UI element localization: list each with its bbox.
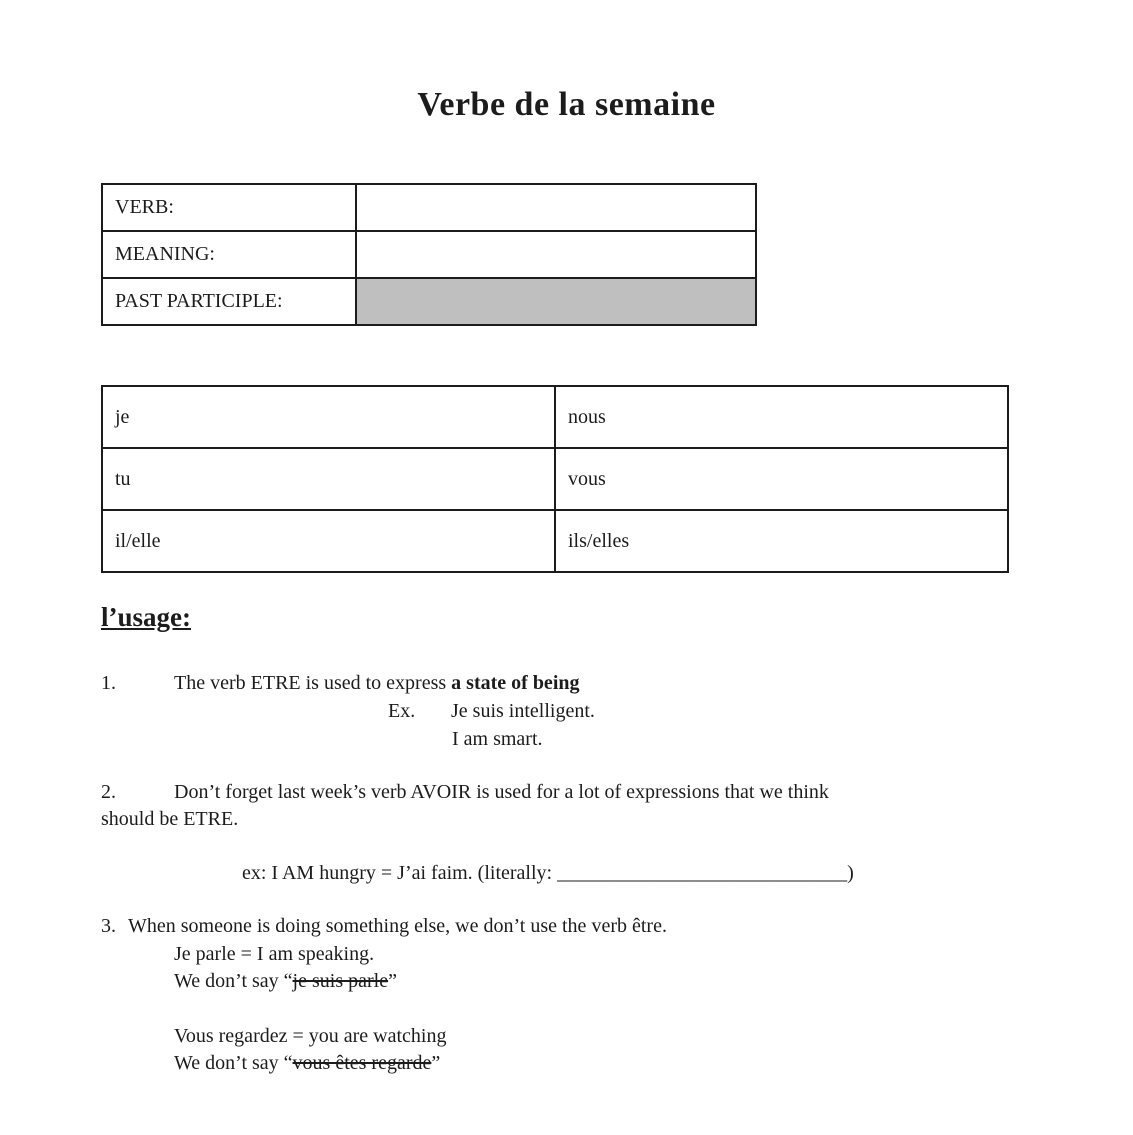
- conj-cell-vous[interactable]: vous: [555, 448, 1008, 510]
- item3-line1: When someone is doing something else, we don’t use the verb être.: [128, 915, 667, 937]
- conjugation-table: [101, 385, 1009, 573]
- item1-text: [174, 670, 580, 697]
- conj-cell-ils-elles[interactable]: ils/elles: [555, 510, 1008, 572]
- item1-text-bold: a state of being: [451, 672, 580, 694]
- table-row: [102, 278, 756, 325]
- conj-cell-je[interactable]: je: [102, 386, 555, 448]
- item3-example2-wrong-suffix: ”: [431, 1052, 441, 1074]
- past-participle-value-cell[interactable]: [356, 278, 756, 325]
- conj-cell-il-elle[interactable]: il/elle: [102, 510, 555, 572]
- item3-example2-wrong-struck: vous êtes regarde: [292, 1052, 432, 1074]
- conj-cell-nous[interactable]: nous: [555, 386, 1008, 448]
- item2-line2: should be ETRE.: [101, 808, 239, 830]
- verb-value-cell[interactable]: [356, 184, 756, 231]
- verb-label-cell: VERB:: [102, 184, 356, 231]
- usage-heading: l’usage:: [101, 602, 191, 632]
- item3-example2-wrong: [174, 1050, 440, 1077]
- item2-example-blank[interactable]: _____________________________: [557, 862, 848, 884]
- meaning-value-cell[interactable]: [356, 231, 756, 278]
- item1-example-french: Je suis intelligent.: [451, 700, 595, 722]
- table-row: [102, 510, 1008, 572]
- table-row: [102, 448, 1008, 510]
- item3-example2-correct: Vous regardez = you are watching: [174, 1025, 447, 1047]
- past-participle-label-cell: PAST PARTICIPLE:: [102, 278, 356, 325]
- item1-example-label: Ex.: [388, 700, 416, 722]
- item2-example-suffix: ): [847, 862, 854, 884]
- item1-example-english: I am smart.: [452, 728, 543, 750]
- item2-line1: Don’t forget last week’s verb AVOIR is used for a lot of expressions that we think: [174, 781, 829, 803]
- table-row: [102, 231, 756, 278]
- item3-example1-wrong: [174, 968, 397, 995]
- conj-cell-tu[interactable]: tu: [102, 448, 555, 510]
- meaning-label-cell: MEANING:: [102, 231, 356, 278]
- item3-example1-wrong-prefix: We don’t say “: [174, 970, 293, 992]
- item2-number: 2.: [101, 781, 116, 803]
- item1-text-normal: The verb ETRE is used to express: [174, 672, 452, 694]
- item2-example-prefix: ex: I AM hungry = J’ai faim. (literally:: [242, 862, 558, 884]
- table-row: [102, 184, 756, 231]
- page-title: Verbe de la semaine: [417, 86, 716, 123]
- item3-number: 3.: [101, 915, 116, 937]
- item2-example: [242, 860, 854, 887]
- item3-example1-wrong-suffix: ”: [388, 970, 397, 992]
- table-row: [102, 386, 1008, 448]
- verb-info-table: [101, 183, 757, 326]
- item1-number: 1.: [101, 672, 116, 694]
- item3-example1-wrong-struck: je suis parle: [292, 970, 389, 992]
- item3-example1-correct: Je parle = I am speaking.: [174, 943, 375, 965]
- item3-example2-wrong-prefix: We don’t say “: [174, 1052, 293, 1074]
